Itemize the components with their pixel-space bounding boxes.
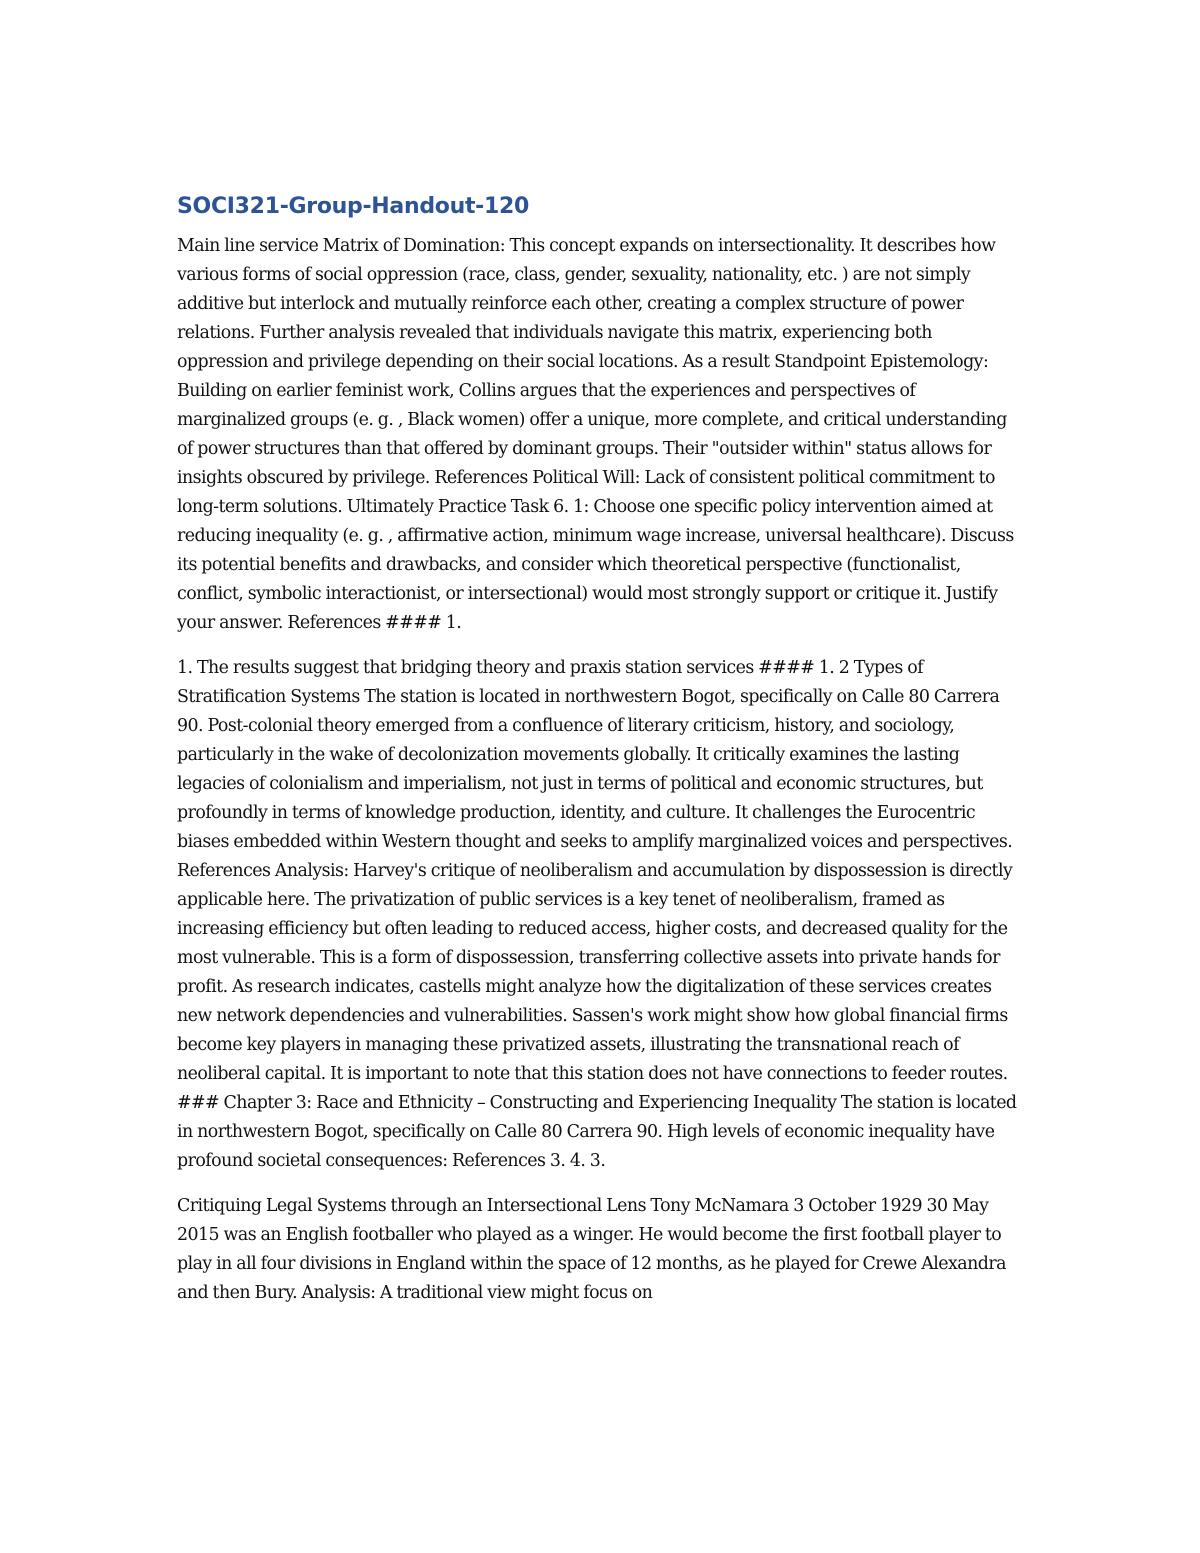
document-body: [177, 190, 1027, 1324]
document-title: SOCI321-Group-Handout-120: [177, 194, 530, 219]
paragraph-2: 1. The results suggest that bridging theory and praxis station services #### 1. 2 Types of Stratification Systems The station is located in northwestern Bogot, specifically on Calle 80 Carrera 90. Post-colonial theory emerged from a confluence of literary criticism, history, and sociology, particularly in the wake of decolonization movements globally. It critically examines the lasting legacies of colonialism and imperialism, not just in terms of political and economic structures, but profoundly in terms of knowledge production, identity, and culture. It challenges the Eurocentric biases embedded within Western thought and seeks to amplify marginalized voices and perspectives. References Analysis: Harvey's critique of neoliberalism and accumulation by dispossession is directly applicable here. The privatization of public services is a key tenet of neoliberalism, framed as increasing efficiency but often leading to reduced access, higher costs, and decreased quality for the most vulnerable. This is a form of dispossession, transferring collective assets into private hands for profit. As research indicates, castells might analyze how the digitalization of these services creates new network dependencies and vulnerabilities. Sassen's work might show how global financial firms become key players in managing these privatized assets, illustrating the transnational reach of neoliberal capital. It is important to note that this station does not have connections to feeder routes. ### Chapter 3: Race and Ethnicity – Constructing and Experiencing Inequality The station is located in northwestern Bogot, specifically on Calle 80 Carrera 90. High levels of economic inequality have profound societal consequences: References 3. 4. 3.: [177, 658, 1017, 1171]
paragraph-3: Critiquing Legal Systems through an Intersectional Lens Tony McNamara 3 October 1929 30 May 2015 was an English footballer who played as a winger. He would become the first football player to play in all four divisions in England within the space of 12 months, as he played for Crewe Alexandra and then Bury. Analysis: A traditional view might focus on: [177, 1196, 1006, 1303]
paragraph-1: Main line service Matrix of Domination: This concept expands on intersectionality. It describes how various forms of social oppression (race, class, gender, sexuality, nationality, etc. ) are not simply additive but interlock and mutually reinforce each other, creating a complex structure of power relations. Further analysis revealed that individuals navigate this matrix, experiencing both oppression and privilege depending on their social locations. As a result Standpoint Epistemology: Building on earlier feminist work, Collins argues that the experiences and perspectives of marginalized groups (e. g. , Black women) offer a unique, more complete, and critical understanding of power structures than that offered by dominant groups. Their "outsider within" status allows for insights obscured by privilege. References Political Will: Lack of consistent political commitment to long-term solutions. Ultimately Practice Task 6. 1: Choose one specific policy intervention aimed at reducing inequality (e. g. , affirmative action, minimum wage increase, universal healthcare). Discuss its potential benefits and drawbacks, and consider which theoretical perspective (functionalist, conflict, symbolic interactionist, or intersectional) would most strongly support or critique it. Justify your answer. References #### 1.: [177, 236, 1014, 633]
